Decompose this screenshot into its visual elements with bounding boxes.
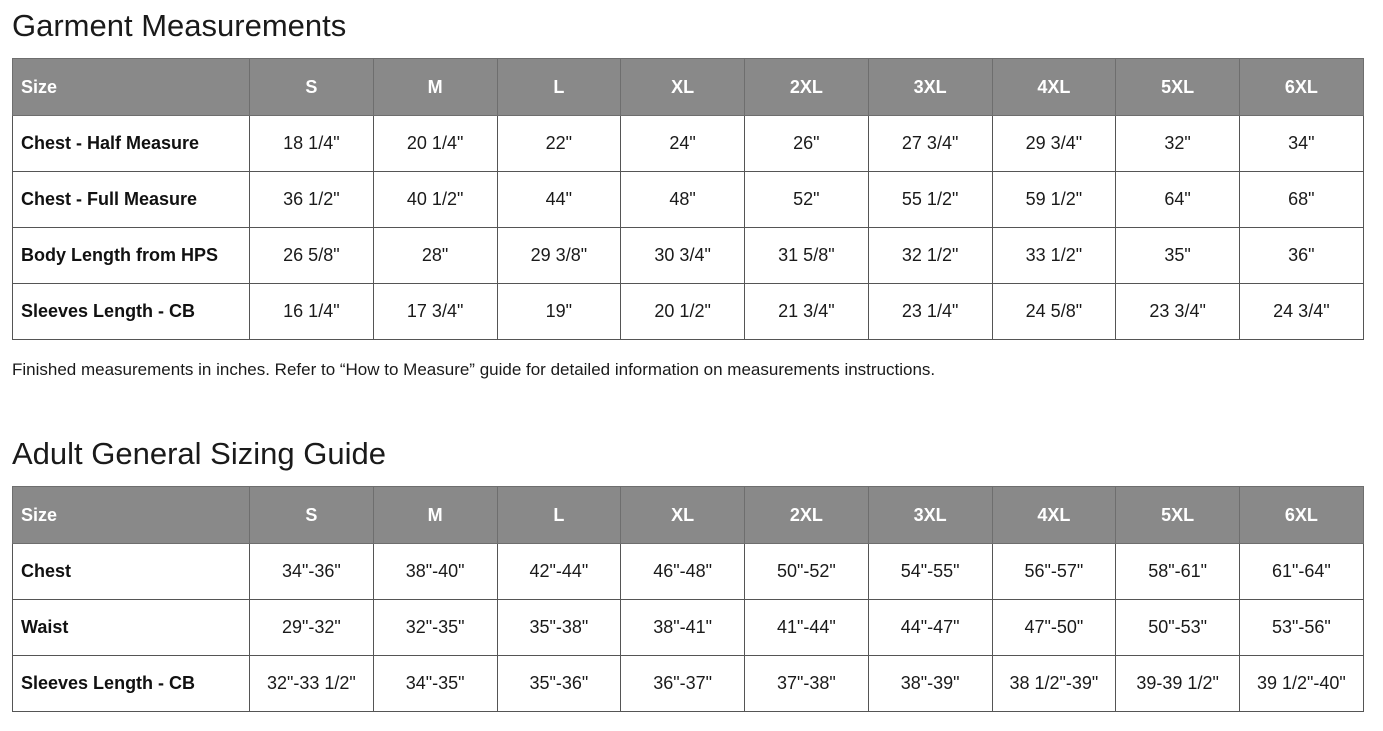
- table-cell: 64": [1116, 172, 1240, 228]
- size-column-header: Size: [13, 487, 250, 544]
- table-row: [13, 116, 1364, 172]
- table-cell: 33 1/2": [992, 228, 1116, 284]
- table-cell: 55 1/2": [868, 172, 992, 228]
- table-cell: 24": [621, 116, 745, 172]
- table-cell: 53"-56": [1240, 600, 1364, 656]
- table-cell: 58"-61": [1116, 544, 1240, 600]
- row-label: Waist: [13, 600, 250, 656]
- table-cell: 41"-44": [745, 600, 869, 656]
- size-header-l: L: [497, 487, 621, 544]
- sizing-guide-table: [12, 486, 1364, 712]
- table-cell: 46"-48": [621, 544, 745, 600]
- table-cell: 68": [1240, 172, 1364, 228]
- size-header-2xl: 2XL: [745, 487, 869, 544]
- table-cell: 32"-35": [373, 600, 497, 656]
- size-column-header: Size: [13, 59, 250, 116]
- table-cell: 26 5/8": [250, 228, 374, 284]
- table-cell: 29"-32": [250, 600, 374, 656]
- table-cell: 39 1/2"-40": [1240, 656, 1364, 712]
- table-cell: 50"-52": [745, 544, 869, 600]
- table-cell: 26": [745, 116, 869, 172]
- table-cell: 37"-38": [745, 656, 869, 712]
- row-label: Chest - Half Measure: [13, 116, 250, 172]
- garment-measurements-title: Garment Measurements: [12, 8, 347, 43]
- table-cell: 24 3/4": [1240, 284, 1364, 340]
- size-header-m: M: [373, 487, 497, 544]
- table-cell: 39-39 1/2": [1116, 656, 1240, 712]
- size-header-m: M: [373, 59, 497, 116]
- sizing-guide-title: Adult General Sizing Guide: [12, 436, 386, 471]
- table-cell: 21 3/4": [745, 284, 869, 340]
- table-cell: 38"-40": [373, 544, 497, 600]
- row-label: Chest - Full Measure: [13, 172, 250, 228]
- size-header-xl: XL: [621, 487, 745, 544]
- table-header-row: [13, 59, 1364, 116]
- table-cell: 42"-44": [497, 544, 621, 600]
- table-cell: 18 1/4": [250, 116, 374, 172]
- table-cell: 22": [497, 116, 621, 172]
- table-cell: 32 1/2": [868, 228, 992, 284]
- table-cell: 47"-50": [992, 600, 1116, 656]
- table-cell: 19": [497, 284, 621, 340]
- table-cell: 50"-53": [1116, 600, 1240, 656]
- table-cell: 32": [1116, 116, 1240, 172]
- size-header-6xl: 6XL: [1240, 59, 1364, 116]
- table-cell: 17 3/4": [373, 284, 497, 340]
- table-cell: 61"-64": [1240, 544, 1364, 600]
- table-header-row: [13, 487, 1364, 544]
- table-cell: 36 1/2": [250, 172, 374, 228]
- size-header-s: S: [250, 487, 374, 544]
- table-cell: 30 3/4": [621, 228, 745, 284]
- size-header-4xl: 4XL: [992, 59, 1116, 116]
- row-label: Sleeves Length - CB: [13, 656, 250, 712]
- table-row: [13, 544, 1364, 600]
- table-cell: 59 1/2": [992, 172, 1116, 228]
- size-header-5xl: 5XL: [1116, 59, 1240, 116]
- table-cell: 31 5/8": [745, 228, 869, 284]
- size-header-5xl: 5XL: [1116, 487, 1240, 544]
- size-header-3xl: 3XL: [868, 487, 992, 544]
- table-cell: 34"-36": [250, 544, 374, 600]
- table-cell: 34"-35": [373, 656, 497, 712]
- size-header-s: S: [250, 59, 374, 116]
- table-row: [13, 228, 1364, 284]
- size-header-2xl: 2XL: [745, 59, 869, 116]
- garment-measurements-table: [12, 58, 1364, 340]
- size-header-3xl: 3XL: [868, 59, 992, 116]
- table-cell: 38"-41": [621, 600, 745, 656]
- table-cell: 40 1/2": [373, 172, 497, 228]
- table-row: [13, 172, 1364, 228]
- table-cell: 23 1/4": [868, 284, 992, 340]
- table-cell: 16 1/4": [250, 284, 374, 340]
- table-cell: 38"-39": [868, 656, 992, 712]
- measurement-footnote: Finished measurements in inches. Refer to “How to Measure” guide for detailed information on measurements instructions.: [12, 360, 936, 379]
- table-cell: 28": [373, 228, 497, 284]
- table-cell: 44": [497, 172, 621, 228]
- size-header-l: L: [497, 59, 621, 116]
- table-cell: 54"-55": [868, 544, 992, 600]
- table-cell: 35": [1116, 228, 1240, 284]
- size-header-xl: XL: [621, 59, 745, 116]
- size-header-4xl: 4XL: [992, 487, 1116, 544]
- table-row: [13, 284, 1364, 340]
- row-label: Sleeves Length - CB: [13, 284, 250, 340]
- row-label: Body Length from HPS: [13, 228, 250, 284]
- table-cell: 44"-47": [868, 600, 992, 656]
- table-cell: 32"-33 1/2": [250, 656, 374, 712]
- table-row: [13, 656, 1364, 712]
- table-cell: 35"-38": [497, 600, 621, 656]
- table-cell: 20 1/2": [621, 284, 745, 340]
- table-row: [13, 600, 1364, 656]
- row-label: Chest: [13, 544, 250, 600]
- table-cell: 20 1/4": [373, 116, 497, 172]
- table-cell: 24 5/8": [992, 284, 1116, 340]
- table-cell: 29 3/8": [497, 228, 621, 284]
- table-cell: 23 3/4": [1116, 284, 1240, 340]
- size-header-6xl: 6XL: [1240, 487, 1364, 544]
- table-cell: 27 3/4": [868, 116, 992, 172]
- table-cell: 29 3/4": [992, 116, 1116, 172]
- table-cell: 48": [621, 172, 745, 228]
- table-cell: 35"-36": [497, 656, 621, 712]
- table-cell: 34": [1240, 116, 1364, 172]
- table-cell: 36"-37": [621, 656, 745, 712]
- table-cell: 36": [1240, 228, 1364, 284]
- table-cell: 38 1/2"-39": [992, 656, 1116, 712]
- table-cell: 52": [745, 172, 869, 228]
- table-cell: 56"-57": [992, 544, 1116, 600]
